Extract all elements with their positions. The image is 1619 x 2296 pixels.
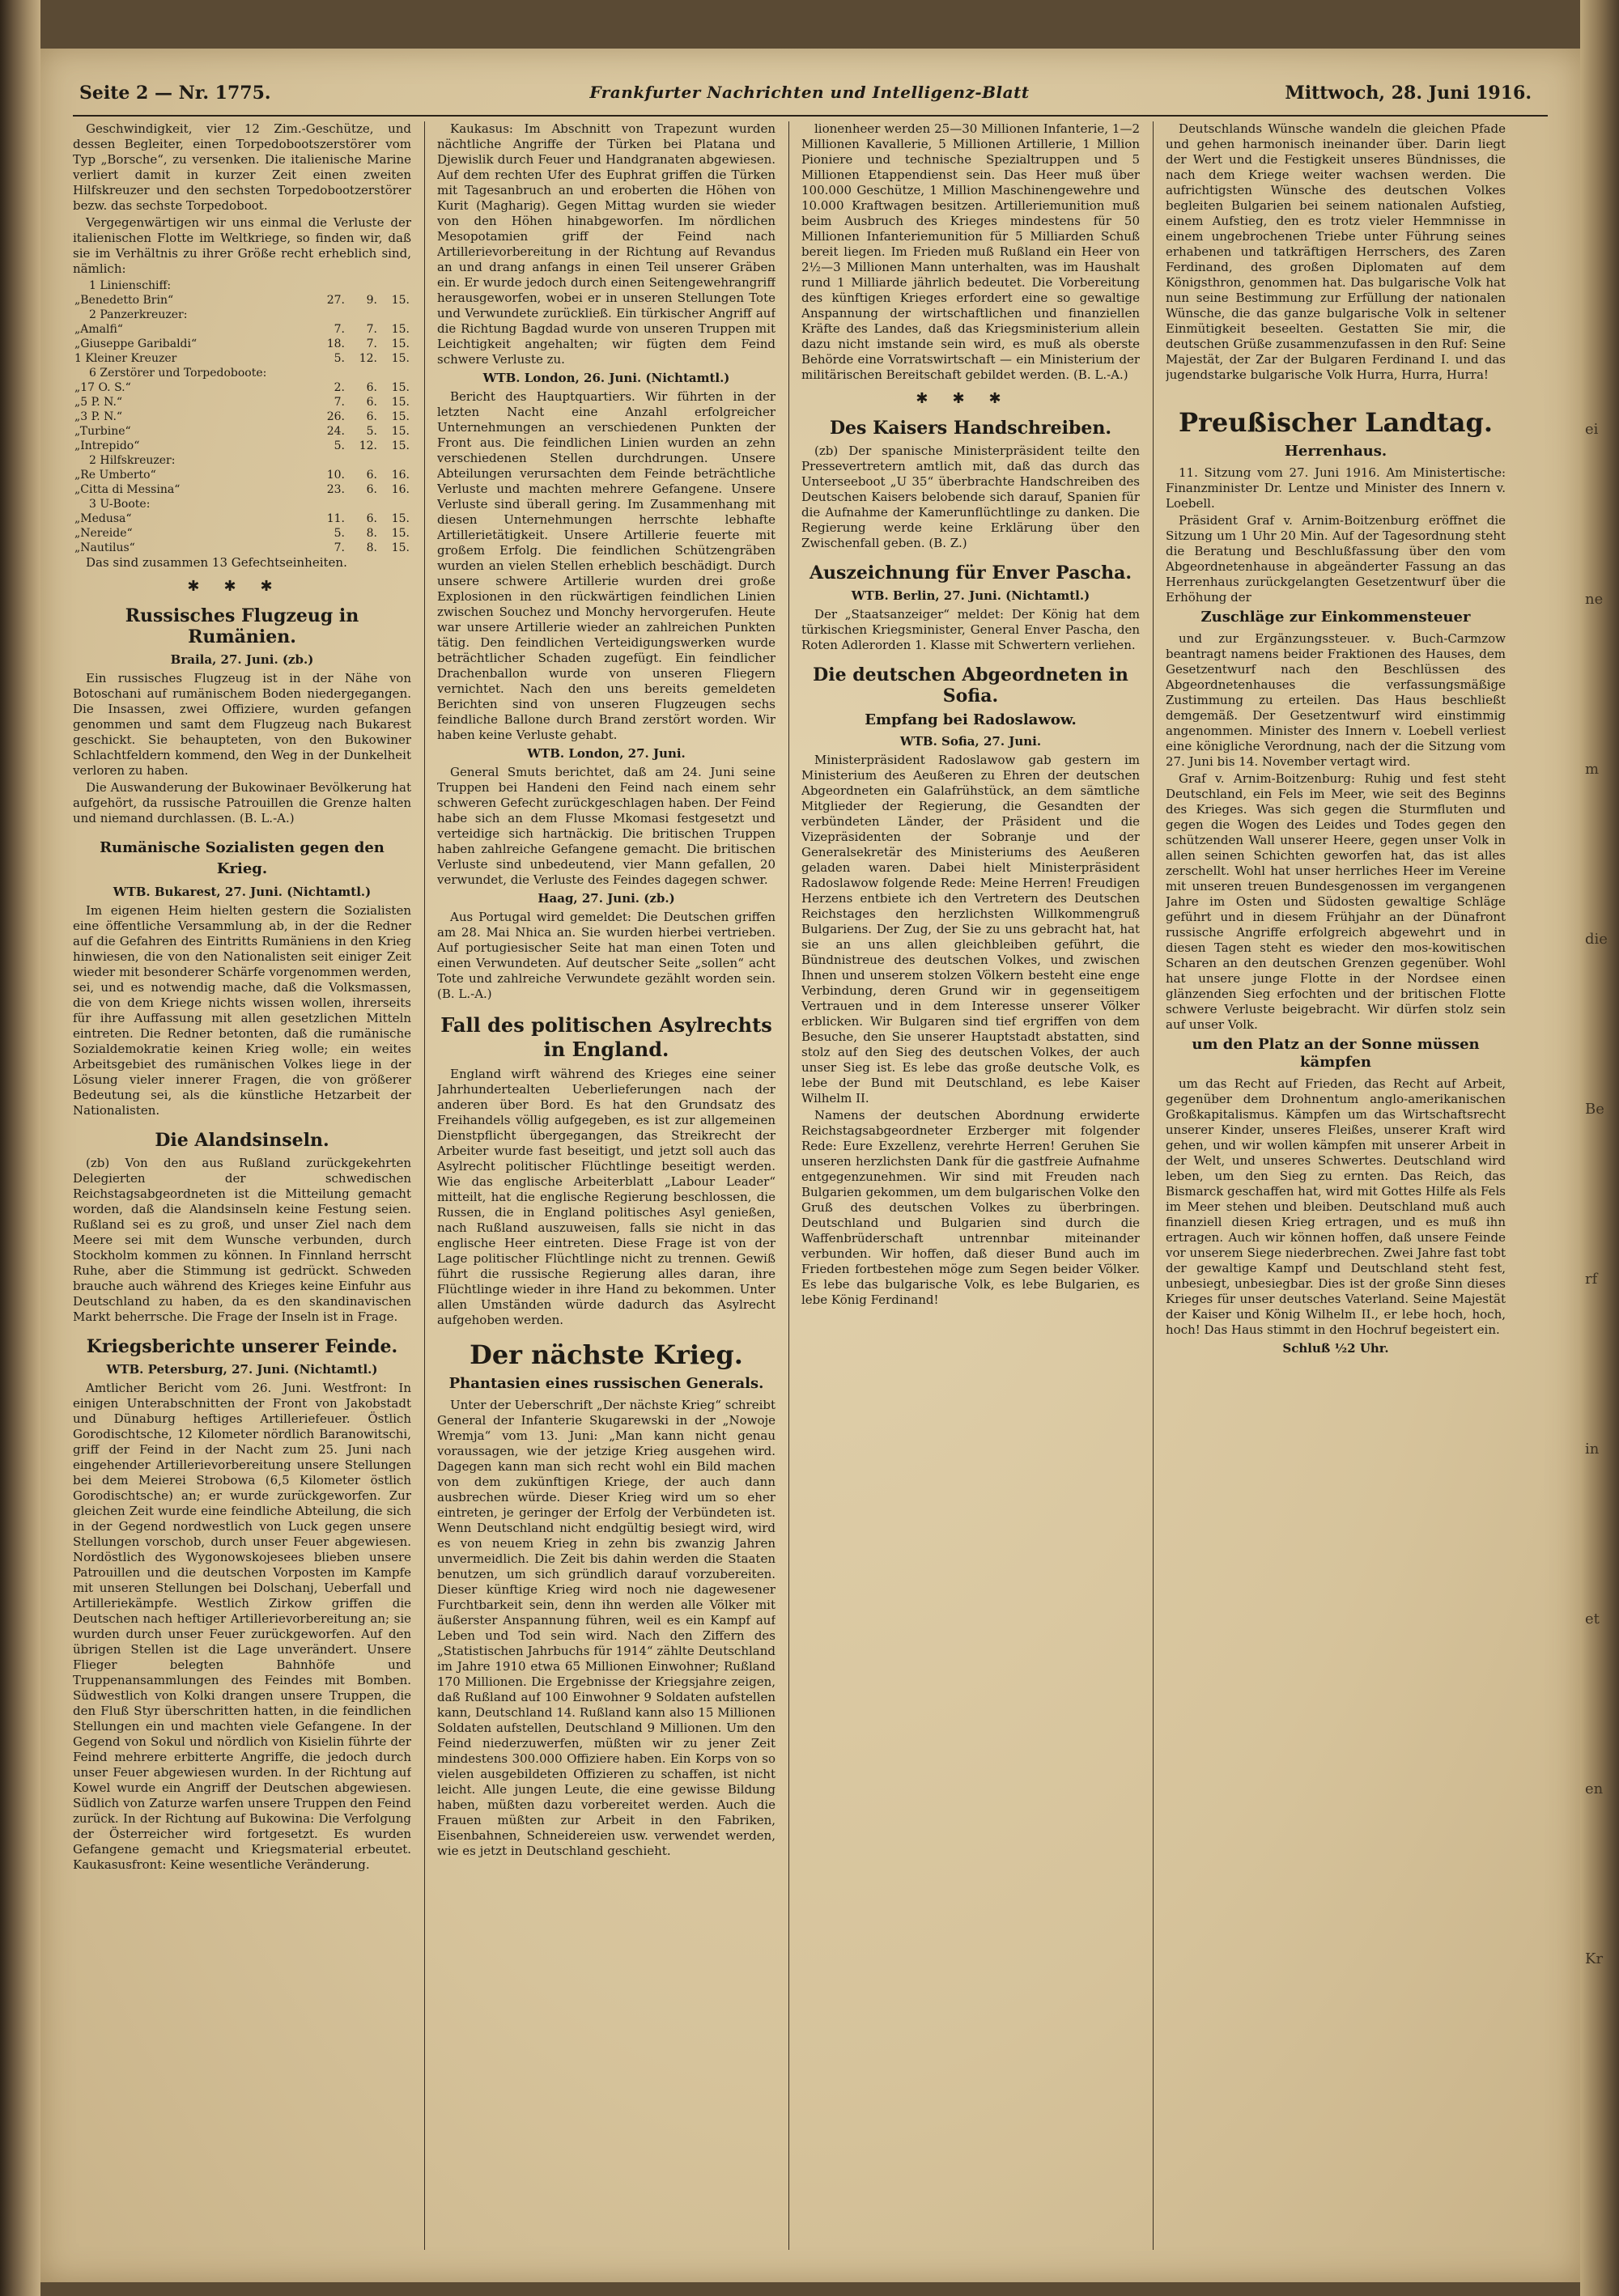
masthead (40, 73, 1580, 113)
headline-kriegsberichte: Kriegsberichte unserer Feinde. (86, 1336, 398, 1357)
ship-name: „Medusa“ (74, 512, 132, 525)
column-divider (1153, 121, 1154, 2250)
ship-date-part: 15. (391, 337, 410, 350)
ship-name: 2 Panzerkreuzer: (89, 308, 188, 321)
edge-text-fragment: Kr (1585, 1950, 1604, 1967)
ship-date-part (346, 497, 379, 511)
ship-row (73, 351, 411, 366)
ship-date-part: 6. (366, 396, 377, 409)
edge-text-fragment: et (1585, 1611, 1600, 1628)
ship-date-part: 15. (391, 396, 410, 409)
edge-text-fragment: Be (1585, 1101, 1604, 1118)
ship-name: „Benedetto Brin“ (74, 294, 174, 307)
ship-date-part: 10. (326, 469, 345, 482)
ship-name: 2 Hilfskreuzer: (89, 454, 176, 467)
headline-sofia: Die deutschen Abgeordneten in Sofia. (813, 664, 1128, 707)
header-rule (73, 115, 1548, 117)
ship-date-part: 18. (326, 337, 345, 350)
ship-name: 3 U-Boote: (89, 498, 151, 511)
article-text: lionenheer werden 25—30 Millionen Infanterie, 1—2 Millionen Kavallerie, 5 Millionen Artillerie, 1 Million Pioniere und technische Spezialtruppen und 5 Millionen Etappendienst sein. Das Heer muß über 100.000 Geschütze, 1 Million Maschinengewehre und 10.000 Kraftwagen besitzen. Artilleriemunition muß beim Ausbruch des Krieges mindestens für 50 Millionen Infanteriemunition für 5 Milliarden Schuß bereit liegen. Im Frieden muß Rußland ein Heer von 2½—3 Millionen Mann unterhalten, was im Haushalt rund 1 Milliarde jährlich bedeutet. Die Vorbereitung des künftigen Krieges erfordert eine so gewaltige Anspannung der wirtschaftlichen und finanziellen Kräfte des Landes, daß das Kriegsministerium allein dazu nicht imstande sein wird, es muß als oberste Behörde eine Vorratswirtschaft — ein Ministerium der militärischen Bereitschaft gebildet werden. (B. L.-A.) (801, 121, 1140, 382)
ship-date-part (346, 308, 379, 322)
ship-name: 1 Kleiner Kreuzer (74, 352, 177, 365)
article-text: 11. Sitzung vom 27. Juni 1916. Am Ministertische: Finanzminister Dr. Lentze und Minister des Innern v. Loebell. (1166, 465, 1506, 511)
edge-text-fragment: m (1585, 761, 1600, 778)
ship-date-part (346, 366, 379, 380)
edge-text-fragment: rf (1585, 1271, 1598, 1288)
ship-date-part (314, 278, 346, 293)
ship-name: „Amalfi“ (74, 323, 123, 336)
article-text: (zb) Der spanische Ministerpräsident teilte den Pressevertretern amtlich mit, daß das durch das Unterseeboot „U 35“ überbrachte Handschreiben des Deutschen Kaisers belobende sich darauf, Spanien für die Aufnahme der Kamerunflüchtlinge zu danken. Die Regierung werde keine Erklärung über den Zwischenfall geben. (B. Z.) (801, 443, 1140, 550)
dateline: WTB. Berlin, 27. Juni. (Nichtamtl.) (851, 588, 1090, 603)
ship-date-part: 7. (334, 541, 345, 554)
ship-name: „Giuseppe Garibaldi“ (74, 337, 198, 350)
ship-date-part: 24. (326, 425, 345, 438)
ship-name: „5 P. N.“ (74, 396, 123, 409)
article-text: Präsident Graf v. Arnim-Boitzenburg eröffnet die Sitzung um 1 Uhr 20 Min. Auf der Tagesordnung steht die Beratung und Beschlußfassung über den vom Abgeordnetenhause in abgeänderter Fassung an das Herrenhaus zurückgelangten Gesetzentwurf über die Erhöhung der (1166, 513, 1506, 605)
page-number-label: Seite 2 — Nr. 1775. (79, 83, 271, 104)
headline-flugzeug: Russisches Flugzeug in Rumänien. (125, 605, 359, 647)
column-divider (788, 121, 789, 2250)
ship-row (73, 410, 411, 424)
ship-date-part: 15. (391, 323, 410, 336)
edge-text-fragment: en (1585, 1780, 1604, 1797)
ship-date-part: 8. (366, 541, 377, 554)
ship-date-part: 5. (366, 425, 377, 438)
dateline: WTB. London, 27. Juni. (527, 746, 686, 761)
binding-spine (0, 0, 40, 2296)
article-text: Im eigenen Heim hielten gestern die Sozialisten eine öffentliche Versammlung ab, in der die Redner auf die Gefahren des Eintritts Rumäniens in den Krieg hinwiesen, die von den Nationalisten seit einiger Zeit wieder mit besonderer Schärfe vorgenommen werden, sei, und es notwendig mache, daß die Volksmassen, die von dem Kriege nichts wissen wollen, ihrerseits für ihre Auffassung mit allen gesetzlichen Mitteln eintreten. Die Redner betonten, daß die rumänische Sozialdemokratie keinen Krieg wolle; ein weites Arbeitsgebiet des rumänischen Volkes liege in der Lösung vieler innerer Fragen, die von größerer Bedeutung sei, als die künstliche Hetzarbeit der Nationalisten. (73, 903, 411, 1118)
headline-kaiser: Des Kaisers Handschreiben. (829, 418, 1112, 439)
edge-text-fragment: in (1585, 1441, 1600, 1458)
article-text: General Smuts berichtet, daß am 24. Juni seine Truppen bei Handeni den Feind nach einem sehr schweren Gefecht zurückgeschlagen haben. Der Feind habe sich an dem Flusse Mkomasi festgesetzt und verteidige sich hartnäckig. Die britischen Truppen haben zahlreiche Gefangene gemacht. Die britischen Verluste sind unbedeutend, vier Mann gefallen, 20 verwundet, die Verluste des Feindes dagegen schwer. (437, 765, 776, 887)
ship-row (73, 439, 411, 453)
ship-date-part (379, 278, 411, 293)
subheadline-zuschlaege: Zuschläge zur Einkommensteuer (1200, 609, 1471, 626)
ship-name: „Nereide“ (74, 527, 133, 540)
ship-date-part (379, 366, 411, 380)
ship-date-part: 7. (366, 337, 377, 350)
ship-date-part (314, 497, 346, 511)
ship-date-part: 6. (366, 483, 377, 496)
ship-date-part: 6. (366, 410, 377, 423)
ship-date-part (314, 453, 346, 468)
ship-row (73, 511, 411, 526)
ship-date-part: 12. (359, 352, 377, 365)
edge-text-fragment: ei (1585, 421, 1599, 438)
ship-name: 6 Zerstörer und Torpedoboote: (89, 367, 267, 380)
edge-text-fragment: ne (1585, 591, 1604, 608)
ship-row (73, 395, 411, 410)
ship-date-part: 15. (391, 410, 410, 423)
ship-name: „3 P. N.“ (74, 410, 123, 423)
ship-date-part: 15. (391, 439, 410, 452)
ship-date-part: 2. (334, 381, 345, 394)
ship-name: „Nautilus“ (74, 541, 135, 554)
ship-name: „Intrepido“ (74, 439, 140, 452)
newspaper-page (40, 49, 1580, 2282)
ship-date-part: 7. (334, 323, 345, 336)
dateline: Braila, 27. Juni. (zb.) (170, 652, 314, 667)
ship-date-part: 15. (391, 294, 410, 307)
ship-name: „Citta di Messina“ (74, 483, 181, 496)
newspaper-title: Frankfurter Nachrichten und Intelligenz-Blatt (589, 83, 1030, 102)
adjacent-page-edge (1580, 0, 1619, 2296)
ship-date-part: 5. (334, 527, 345, 540)
article-text: Der „Staatsanzeiger“ meldet: Der König hat dem türkischen Kriegsminister, General Enver Pascha, den Roten Adlerorden 1. Klasse mit Schwertern verliehen. (801, 607, 1140, 652)
ship-row (73, 497, 411, 511)
article-text: Deutschlands Wünsche wandeln die gleichen Pfade und gehen harmonisch ineinander über. Darin liegt der Wert und die Festigkeit unseres Bündnisses, die nach dem Kriege weiter wachsen werden. Die aufrichtigsten Wünsche des deutschen Volkes begleiten Bulgarien bei seinem nationalen Aufstieg, einem Aufstieg, den es trotz vieler Hemmnisse in einem ungebrochenen Triebe unter Führung seines erhabenen und tatkräftigen Herrschers, des Zaren Ferdinand, des großen Diplomaten auf dem Königsthron, genommen hat. Das bulgarische Volk hat nun seine Bestimmung zur Erfüllung der nationalen Wünsche, die das ganze bulgarische Volk in seltener Einmütigkeit beseelten. Gestatten Sie mir, die deutschen Grüße zusammenzufassen in den Ruf: Seine Majestät, der Zar der Bulgaren Ferdinand I. und das jugendstarke bulgarische Volk Hurra, Hurra, Hurra! (1166, 121, 1506, 382)
ship-row (73, 526, 411, 541)
ship-row (73, 482, 411, 497)
ship-date-part (379, 453, 411, 468)
ship-name: „Re Umberto“ (74, 469, 156, 482)
ship-date-part (379, 308, 411, 322)
ship-losses-table (73, 278, 411, 555)
ship-date-part: 5. (334, 352, 345, 365)
column-2 (437, 121, 776, 2258)
ship-date-part (379, 497, 411, 511)
ship-date-part: 6. (366, 381, 377, 394)
ship-date-part: 15. (391, 527, 410, 540)
article-text: um das Recht auf Frieden, das Recht auf Arbeit, gegenüber dem Drohnentum anglo-amerikanischen Großkapitalismus. Kämpfen um das Wirtschaftsrecht unserer Kinder, unseres Fleißes, unserer Kraft wird gehen, und wir wollen kämpfen mit unserer Arbeit in der Welt, und unseres Schwertes. Deutschland wird leben, um den Sieg zu ernten. Das Reich, das Bismarck geschaffen hat, wird mit Gottes Hilfe als Fels im Meer stehen und bleiben. Deutschland muß auch finanziell diesen Krieg ertragen, und es muß ihn ertragen. Auch wir können hoffen, daß unsere Feinde vor unserem Siege niederbrechen. Zwei Jahre fast tobt der gewaltige Kampf und Deutschland steht fest, unbesiegt, unbesiegbar. Dies ist der große Sinn dieses Krieges für unser deutsches Vaterland. Seine Majestät der Kaiser und König Wilhelm II., er lebe hoch, hoch, hoch! Das Haus stimmt in den Hochruf begeistert ein. (1166, 1076, 1506, 1337)
subheadline-radoslawow: Empfang bei Radoslawow. (865, 711, 1077, 728)
ship-date-part: 5. (334, 439, 345, 452)
ship-date-part: 6. (366, 512, 377, 525)
ship-row (73, 278, 411, 293)
column-1 (73, 121, 411, 2258)
article-text: Die Auswanderung der Bukowinaer Bevölkerung hat aufgehört, da russische Patrouillen die Grenze halten und niemand durchlassen. (B. L.-A.) (73, 780, 411, 825)
article-text: England wirft während des Krieges eine seiner Jahrhundertealten Ueberlieferungen nach der anderen über Bord. Es hat den Grundsatz des Freihandels völlig aufgegeben, es ist zur allgemeinen Dienstpflicht übergegangen, das Streikrecht der Arbeiter wurde fast beseitigt, und jetzt soll auch das Asylrecht politischer Flüchtlinge beseitigt werden. Wie das englische Arbeiterblatt „Labour Leader“ mitteilt, hat die englische Regierung beschlossen, die Russen, die in England politisches Asyl genießen, nach Rußland auszuweisen, falls sie nicht in das englische Heer eintreten. Diese Frage ist von der Lage politischer Flüchtlinge nicht zu trennen. Gewiß führt die russische Regierung alles daran, ihre Flüchtlinge wieder in ihre Hand zu bekommen. Unter allen Umständen würde dadurch das Asylrecht aufgehoben werden. (437, 1067, 776, 1327)
article-text: Geschwindigkeit, vier 12 Zim.-Geschütze, und dessen Begleiter, einen Torpedobootszerstörer vom Typ „Borsche“, zu versenken. Die italienische Marine verliert damit in kurzer Zeit einen zweiten Hilfskreuzer und den sechsten Torpedobootzerstörer bezw. das sechste Torpedoboot. (73, 121, 411, 213)
closing-time: Schluß ½2 Uhr. (1282, 1341, 1389, 1356)
headline-asylrecht: Fall des politischen Asylrechts in England. (440, 1013, 772, 1061)
article-text: Graf v. Arnim-Boitzenburg: Ruhig und fest steht Deutschland, ein Fels im Meer, wie seit des Beginns des Krieges. Was sich gegen die Sturmfluten und gegen die Wogen des Leides und Todes gegen den schützenden Wall unserer Heere, gegen unser Volk in allen seinen Schichten geworfen hat, das ist alles zerschellt. Wohl hat unser herrliches Heer im Vereine mit unseren treuen Bundesgenossen im vergangenen Jahre im Osten und Südosten gewaltige Schläge geführt und in diesem Frühjahr an der Dünafront russische Angriffe erfolgreich abgewehrt und in diesen Tagen steht es wieder den mos-kowitischen Scharen an den deutschen Grenzen gegenüber. Wohl hat unsere junge Flotte in der Nordsee einen glänzenden Sieg erfochten und der britischen Flotte schwere Verluste beigebracht. Wir dürfen stolz sein auf unser Volk. (1166, 771, 1506, 1032)
ship-date-part: 11. (326, 512, 345, 525)
headline-sozialisten: Rumänische Sozialisten gegen den Krieg. (100, 839, 385, 877)
ship-name: „Turbine“ (74, 425, 131, 438)
article-text: Bericht des Hauptquartiers. Wir führten in der letzten Nacht eine Anzahl erfolgreicher Unternehmungen an verschiedenen Punkten der Front aus. Die feindlichen Linien wurden an zehn verschiedenen Stellen durchdrungen. Unsere Abteilungen verursachten dem Feinde beträchtliche Verluste und machten mehrere Gefangene. Unsere Verluste sind überall gering. Im Zusammenhang mit diesen Unternehmungen herrschte lebhafte Artillerietätigkeit. Unsere Artillerie feuerte mit großem Erfolg. Die feindlichen Schützengräben wurden an vielen Stellen erheblich beschädigt. Durch unsere schwere Artillerie wurden drei große Explosionen in den rückwärtigen feindlichen Linien zwischen Souchez und Monchy hervorgerufen. Heute war unsere Artillerie wieder an zahlreichen Punkten tätig. Den feindlichen Verteidigungswerken wurde beträchtlicher Schaden zugefügt. Ein feindlicher Drachenballon wurde von unseren Fliegern vernichtet. Nach den uns bereits gemeldeten Berichten sind von unseren Flugzeugen sechs feindliche Ballone durch Brand zerstört worden. Wir haben keine Verluste gehabt. (437, 389, 776, 742)
article-text: Aus Portugal wird gemeldet: Die Deutschen griffen am 28. Mai Nhica an. Sie wurden hierbei vertrieben. Auf portugiesischer Seite hat man einen Toten und einen Verwundeten. Auf deutscher Seite „sollen“ acht Tote und zahlreiche Verwundete gezählt worden sein. (B. L.-A.) (437, 910, 776, 1001)
article-text: Ein russisches Flugzeug ist in der Nähe von Botoschani auf rumänischem Boden niedergegangen. Die Insassen, zwei Offiziere, wurden gefangen genommen und samt dem Flugzeug nach Bukarest geschickt. Sie behaupteten, von den Bukowiner Schlachtfeldern kommend, den Weg in der Dunkelheit verloren zu haben. (73, 671, 411, 778)
article-text: Amtlicher Bericht vom 26. Juni. Westfront: In einigen Unterabschnitten der Front von Jakobstadt und Dünaburg heftiges Artilleriefeuer. Östlich Gorodischtsche, 12 Kilometer nördlich Baranowitschi, griff der Feind in der Nacht zum 25. Juni nach eingehender Artillerievorbereitung unsere Stellungen bei dem Meierei Strobowa (6,5 Kilometer östlich Gorodischtsche) an; er wurde zurückgeworfen. Zur gleichen Zeit wurde eine feindliche Abteilung, die sich in der Gegend nordwestlich von Luck gegen unsere Stellungen vorschob, durch unser Feuer abgewiesen. Nordöstlich des Wygonowskojesees blieben unsere Patrouillen und die deutschen Vorposten im Kampfe mit unseren Stellungen bei Dolschanj, Ueberfall und Artilleriekämpfe. Westlich Zirkow griffen die Deutschen nach heftiger Artillerievorbereitung an; sie wurden durch unser Feuer zurückgeworfen. Auf den übrigen Stellen ist die Lage unverändert. Unsere Flieger belegten Bahnhöfe und Truppenansammlungen des Feindes mit Bomben. Südwestlich von Kolki drangen unsere Truppen, die den Fluß Styr überschritten hatten, in die feindlichen Stellungen ein und machten viele Gefangene. In der Gegend von Sokul und nördlich von Kisielin führte der Feind mehrere erbitterte Angriffe, die jedoch durch unser Feuer abgewiesen wurden. In der Richtung auf Kowel wurde ein Angriff der Deutschen abgewiesen. Südlich von Zaturze warfen unsere Truppen den Feind zurück. In der Richtung auf Bukowina: Die Verfolgung der Österreicher wird fortgesetzt. Es wurden Gefangene gemacht und Kriegsmaterial erbeutet. Kaukasusfront: Keine wesentliche Veränderung. (73, 1381, 411, 1872)
issue-date: Mittwoch, 28. Juni 1916. (1285, 83, 1532, 104)
ship-date-part: 12. (359, 439, 377, 452)
headline-landtag: Preußischer Landtag. (1178, 407, 1494, 438)
ship-date-part: 15. (391, 512, 410, 525)
ship-date-part: 27. (326, 294, 345, 307)
subheadline-herrenhaus: Herrenhaus. (1284, 443, 1387, 460)
ship-date-part: 23. (326, 483, 345, 496)
ship-date-part (314, 366, 346, 380)
edge-text-fragment: die (1585, 931, 1608, 948)
ship-date-part: 9. (366, 294, 377, 307)
headline-enver: Auszeichnung für Enver Pascha. (809, 562, 1132, 584)
ship-row (73, 322, 411, 337)
ship-date-part: 7. (366, 323, 377, 336)
ship-row (73, 468, 411, 482)
ship-date-part: 15. (391, 541, 410, 554)
article-text: Namens der deutschen Abordnung erwiderte Reichstagsabgeordneter Erzberger mit folgender Rede: Eure Exzellenz, verehrte Herren! Geruhen Sie unseren herzlichsten Dank für die gastfreie Aufnahme entgegenzunehmen. Wir sind mit Freuden nach Bulgarien gekommen, um dem bulgarischen Volke den Gruß des deutschen Volkes zu überbringen. Deutschland und Bulgarien sind durch die Waffenbrüderschaft untrennbar miteinander verbunden. Wir hoffen, daß dieser Bund auch im Frieden fortbestehen möge zum Segen beider Völker. Es lebe das bulgarische Volk, es lebe Bulgarien, es lebe König Ferdinand! (801, 1108, 1140, 1307)
ship-date-part: 15. (391, 381, 410, 394)
ship-date-part: 16. (391, 469, 410, 482)
ship-name: 1 Linienschiff: (89, 279, 172, 292)
ship-row (73, 337, 411, 351)
ship-date-part: 6. (366, 469, 377, 482)
dateline: Haag, 27. Juni. (zb.) (538, 891, 675, 906)
article-text: Vergegenwärtigen wir uns einmal die Verluste der italienischen Flotte im Weltkriege, so finden wir, daß sie im Verhältnis zu ihrer Größe recht erheblich sind, nämlich: (73, 215, 411, 276)
dateline: WTB. Petersburg, 27. Juni. (Nichtamtl.) (106, 1362, 378, 1377)
ship-row (73, 293, 411, 308)
ship-date-part: 15. (391, 352, 410, 365)
headline-alandsinseln: Die Alandsinseln. (155, 1130, 329, 1151)
ship-date-part: 7. (334, 396, 345, 409)
subheadline-general: Phantasien eines russischen Generals. (448, 1375, 764, 1392)
ship-date-part: 15. (391, 425, 410, 438)
article-text: Kaukasus: Im Abschnitt von Trapezunt wurden nächtliche Angriffe der Türken bei Platana und Djewislik durch Feuer und Handgranaten abgewiesen. Auf dem rechten Ufer des Euphrat griffen die Türken mit Tagesanbruch an und eroberten die Höhen von Kurit (Magharig). Gegen Mittag wurden sie wieder von den Höhen hinabgeworfen. Im nördlichen Mesopotamien griff der Feind nach Artillerievorbereitung in der Richtung auf Revandus an und drang anfangs in einen Teil unserer Gräben ein. Er wurde jedoch durch einen Seitengewehrangriff herausgeworfen, wobei er in unseren Stellungen Tote und Verwundete zurückließ. Ein türkischer Angriff auf die Richtung Bagdad wurde von unseren Truppen mit Leichtigkeit angehalten; wir fügten dem Feind schwere Verluste zu. (437, 121, 776, 367)
ship-row (73, 424, 411, 439)
column-3 (801, 121, 1140, 2258)
subheadline-sonne: um den Platz an der Sonne müssen kämpfen (1192, 1036, 1480, 1071)
column-4 (1166, 121, 1506, 2258)
column-divider (424, 121, 425, 2250)
dateline: WTB. Sofia, 27. Juni. (899, 734, 1042, 749)
article-text: (zb) Von den aus Rußland zurückgekehrten Delegierten der schwedischen Reichstagsabgeordneten ist die Mitteilung gemacht worden, daß die Alandsinseln keine Festung seien. Rußland sei es zu groß, und unser Ziel nach dem Meere sei mit dem Wunsche verbunden, durch Stockholm kommen zu können. In Finnland herrscht Ruhe, aber die Stimmung ist gedrückt. Schweden brauche auch während des Krieges keine Einfuhr aus Deutschland zu haben, da es den skandinavischen Markt beherrsche. Die Frage der Inseln ist in Frage. (73, 1156, 411, 1324)
ship-date-part (346, 453, 379, 468)
article-text: und zur Ergänzungssteuer. v. Buch-Carmzow beantragt namens beider Fraktionen des Hauses, dem Gesetzentwurf nach den Beschlüssen des Abgeordnetenhauses die verfassungsmäßige Zustimmung zu erteilen. Das Haus beschließt demgemäß. Der Gesetzentwurf wird einstimmig angenommen. Minister des Innern v. Loebell verliest eine königliche Verordnung, nach der die Sitzung vom 27. Juni bis 14. November vertagt wird. (1166, 631, 1506, 769)
separator-stars: ✱✱✱ (187, 578, 297, 595)
ship-date-part: 16. (391, 483, 410, 496)
article-text: Unter der Ueberschrift „Der nächste Krieg“ schreibt General der Infanterie Skugarewski in der „Nowoje Wremja“ vom 13. Juni: „Man kann nicht genau voraussagen, wie der jetzige Krieg ausgehen wird. Dagegen kann man sich recht wohl ein Bild machen von dem zukünftigen Kriege, der auch dann ausbrechen würde. Dieser Krieg wird um so eher eintreten, je geringer der Erfolg der Verbündeten ist. Wenn Deutschland nicht endgültig besiegt wird, wird es von neuem Krieg in zehn bis zwanzig Jahren unvermeidlich. Die Zeit bis dahin werden die Staaten benutzen, um sich gründlich darauf vorzubereiten. Dieser künftige Krieg wird noch nie dagewesener Furchtbarkeit sein, denn ihn werden alle Völker mit äußerster Anspannung führen, weil es ein Kampf auf Leben und Tod sein wird. Nach den Ziffern des „Statistischen Jahrbuchs für 1914“ zählte Deutschland im Jahre 1910 etwa 65 Millionen Einwohner; Rußland 170 Millionen. Die Ergebnisse der Kriegsjahre zeigen, daß Rußland auf 100 Einwohner 9 Soldaten aufstellen kann, Deutschland 14. Rußland kann also 15 Millionen Soldaten aufstellen, Deutschland 9 Millionen. Um den Feind niederzuwerfen, müßten wir zu jener Zeit mindestens 300.000 Offiziere haben. Ein Korps von so vielen ausgebildeten Offizieren zu schaffen, ist nicht leicht. Alle jungen Leute, die eine gewisse Bildung haben, müßten dazu vorbereitet werden. Auch die Frauen müßten zur Arbeit in den Fabriken, Eisenbahnen, Schneidereien usw. verwendet werden, wie es jetzt in Deutschland geschieht. (437, 1398, 776, 1858)
ship-row (73, 541, 411, 555)
ship-date-part: 8. (366, 527, 377, 540)
ship-date-part: 26. (326, 410, 345, 423)
ships-total: Das sind zusammen 13 Gefechtseinheiten. (86, 555, 347, 570)
article-text: Ministerpräsident Radoslawow gab gestern im Ministerium des Aeußeren zu Ehren der deutschen Abgeordneten ein Galafrühstück, an dem sämtliche Mitglieder der Regierung, die Gesandten der verbündeten Länder, der Präsident und die Vizepräsidenten der Sobranje und der Generalsekretär des Ministeriums des Aeußeren geladen waren. Dabei hielt Ministerpräsident Radoslawow folgende Rede: Meine Herren! Freudigen Herzens entbiete ich den Vertretern des Deutschen Reichstages den herzlichsten Willkommengruß Bulgariens. Der Zug, der Sie zu uns gebracht hat, hat sie an uns allen gleichbleiben geführt, die Bündnistreue des deutschen Volkes, und zwischen Ihnen und unserem stolzen Völkern besteht eine enge Verbindung, deren Grund wir in gegenseitigem Vertrauen und in dem Interesse unserer Völker erblicken. Wir Bulgaren sind tief ergriffen von dem Besuche, den Sie unserer Hauptstadt abstatten, sind stolz auf den Sieg des deutschen Volkes, der auch unser Sieg ist. Es lebe das große deutsche Volk, es lebe der Bund mit Deutschland, es lebe Kaiser Wilhelm II. (801, 753, 1140, 1106)
ship-row (73, 366, 411, 380)
ship-row (73, 380, 411, 395)
ship-date-part (314, 308, 346, 322)
ship-row (73, 308, 411, 322)
ship-date-part (346, 278, 379, 293)
headline-naechste-krieg: Der nächste Krieg. (470, 1339, 743, 1370)
ship-row (73, 453, 411, 468)
ship-name: „17 O. S.“ (74, 381, 131, 394)
separator-stars: ✱✱✱ (916, 390, 1026, 407)
dateline: WTB. London, 26. Juni. (Nichtamtl.) (482, 371, 730, 385)
dateline: WTB. Bukarest, 27. Juni. (Nichtamtl.) (113, 885, 372, 899)
